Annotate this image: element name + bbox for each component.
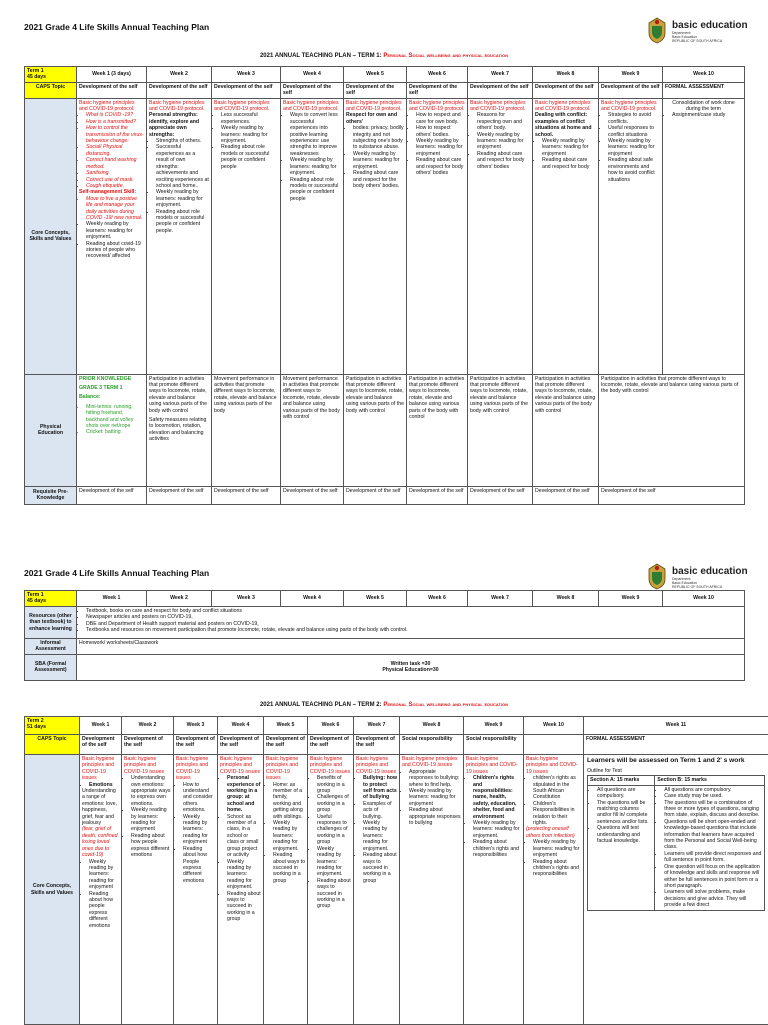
core-cell-w6: Basic hygiene principles and COVID-19 protocol. • How to respect and care for own body. • How to respect others' bodies. • Weekly reading by learners: reading for enjoyment • Reading about care and respect for body others' bodies	[407, 98, 468, 374]
core-cell-w9: Basic hygiene principles and COVID-19 protocol. • Strategies to avoid conflicts. • Useful responses to conflict situations • Weekly reading by learners: reading for enjoyment • Reading about safe environments and how to avoid conflict situations	[599, 98, 663, 374]
week-header: Week 3	[174, 717, 218, 735]
week-header: Week 11	[584, 717, 768, 735]
doc-title: 2021 Grade 4 Life Skills Annual Teaching Plan	[24, 22, 209, 32]
core-cell-w3: Basic hygiene principles and COVID-19 protocol. • Less successful experiences. • Weekly reading by learners: reading for enjoyment. • Reading about role models or successful people or confident people	[212, 98, 281, 374]
week-header: Week 7	[354, 717, 400, 735]
req-cell: Development of the self	[599, 486, 745, 504]
dbe-logo	[646, 16, 750, 44]
logo-sub: Department: Basic Education REPUBLIC OF SOUTH AFRICA	[672, 31, 722, 43]
coat-of-arms-icon	[646, 562, 668, 590]
week-header: Week 5	[344, 591, 407, 607]
core-label: Core Concepts, Skills and Values	[25, 98, 77, 374]
week-header: Week 10	[663, 67, 745, 83]
pe-cell-w2: Participation in activities that promote different ways to locomote, rotate, elevate and balance using various parts of the body with control Safety measures relating to locomotion, rotation, elevation and balancing activities	[147, 374, 212, 486]
caps-cell: Development of the self	[344, 82, 407, 98]
week-header: Week 8	[533, 67, 599, 83]
req-cell: Development of the self	[533, 486, 599, 504]
caps-cell: FORMAL ASSESSMENT	[663, 82, 745, 98]
week-header: Week 8	[533, 591, 599, 607]
caps-cell: Development of the self	[212, 82, 281, 98]
informal-label: Informal Assessment	[25, 638, 77, 654]
logo-sub: Department: Basic Education REPUBLIC OF SOUTH AFRICA	[672, 577, 722, 589]
caps-cell: Development of the self	[122, 735, 174, 755]
t2-core-w4: Basic hygiene principles and COVID-19 issues • Personal experience of working in a group: at school and home. • School: as member of a class, in a school or class or small group project or activity • Weekly reading by learners: reading for enjoyment. • Reading about ways to succeed in working in a group	[218, 755, 264, 1025]
t2-core-w11: Learners will be assessed on Term 1 and 2' s work Outline for Test Section A: 15 marks Section B: 15 marks • All questions are compulsory. • The questions will be matching columns and/or fill in/ complete sentences and/or lists. • Questions will test understanding and factual knowledge. • All questions are compulsory. • Case study may be used. • The questions will be a combination of three or more types of questions, ranging from state, explain, discuss and describe. • Questions will be short open-ended and knowledge-based questions that include information that learners have acquired from the Personal and Social Well-being class. • Learners will provide direct responses and full sentence in point form. • One question will focus on the application of knowledge and skills and response will either be full sentences in point form or a short paragraph. • Learners will solve problems, make decisions and give advice. They will provide a few direct	[584, 755, 768, 1025]
test-outline-table	[587, 775, 765, 910]
dbe-logo	[646, 562, 750, 590]
core-cell-w7: Basic hygiene principles and COVID-19 protocol. • Reasons for respecting own and others' body. • Weekly reading by learners: reading for enjoyment • Reading about care and respect for body others' bodies	[468, 98, 533, 374]
week-header: Week 4	[281, 67, 344, 83]
sba-label: SBA (Formal Assessment)	[25, 654, 77, 680]
week-header: Week 6	[308, 717, 354, 735]
req-cell: Development of the self	[212, 486, 281, 504]
caps-cell: Social responsibility	[464, 735, 524, 755]
caps-cell: Development of the self	[533, 82, 599, 98]
doc-title: 2021 Grade 4 Life Skills Annual Teaching Plan	[24, 568, 209, 578]
week-header: Week 9	[464, 717, 524, 735]
caps-cell: Development of the self	[354, 735, 400, 755]
pe-cell-w3: Movement performance in activities that promote different ways to locomote, rotate, elevate and balance using various parts of the body	[212, 374, 281, 486]
t2-core-w3: Basic hygiene principles and COVID-19 issues • How to understand and consider others emotions. • Weekly reading by learners: reading for enjoyment • Reading about how People express different emotions	[174, 755, 218, 1025]
week-header: Week 2	[147, 67, 212, 83]
core-cell-w4: Basic hygiene principles and COVID-19 protocol. • Ways to convert less successful experiences into positive learning experiences: use strengths to improve weaknesses • Weekly reading by learners: reading for enjoyment. • Reading about role models or successful people or confident people	[281, 98, 344, 374]
resources-label: Resources (other than textbook) to enhance learning	[25, 606, 77, 638]
pe-cell-w1: PRIOR KNOWLEDGE GRADE 3 TERM 1 Balance: • Mini-tennis: running, hitting forehand, backhand and volley shots over net/rope • Cricket: batting	[77, 374, 147, 486]
week-header: Week 1	[80, 717, 122, 735]
caps-cell: Development of the self	[599, 82, 663, 98]
week-header: Week 9	[599, 591, 663, 607]
term-label: Term 1 45 days	[25, 67, 77, 83]
pe-cell-w8: Participation in activities that promote different ways to locomote, rotate, elevate and balance using various parts of the body with control	[533, 374, 599, 486]
caps-cell: Development of the self	[281, 82, 344, 98]
req-cell: Development of the self	[407, 486, 468, 504]
page-term2	[0, 545, 768, 1024]
term2-plan-title: 2021 ANNUAL TEACHING PLAN – TERM 2: Personal Social wellbeing and physical education	[0, 702, 768, 708]
caps-cell: FORMAL ASSESSMENT	[584, 735, 768, 755]
core-cell-w8: Basic hygiene principles and COVID-19 protocol. Dealing with conflict: examples of conflict situations at home and school. • Weekly reading by learners: reading for enjoyment • Reading about care and respect for body	[533, 98, 599, 374]
term1-table	[24, 66, 745, 505]
caps-cell: Development of the self	[80, 735, 122, 755]
week-header: Week 2	[147, 591, 212, 607]
t2-core-w8: Basic hygiene principles and COVID-19 issues • Appropriate responses to bullying: where to find help. • Weekly reading by learners: reading for enjoyment • Reading about appropriate responses to bullying	[400, 755, 464, 1025]
week-header: Week 1	[77, 591, 147, 607]
term2-table	[24, 716, 768, 1025]
section-b-head: Section B: 15 marks	[655, 776, 765, 785]
week-header: Week 5	[344, 67, 407, 83]
core-label: Core Concepts, Skills and Values	[25, 755, 80, 1025]
t2-core-w7: Basic hygiene principles and COVID-19 issues • Bullying: how to protect self from acts of bullying • Examples of acts of bullying. • Weekly reading by learners: reading for enjoyment. • Reading about ways to succeed in working in a group	[354, 755, 400, 1025]
section-b-items: • All questions are compulsory. • Case study may be used. • The questions will be a combination of three or more types of questions, ranging from state, explain, discuss and describe. • Questions will be short open-ended and knowledge-based questions that include information that learners have acquired from the Personal and Social Well-being class. • Learners will provide direct responses and full sentence in point form. • One question will focus on the application of knowledge and skills and response will either be full sentences in point form or a short paragraph. • Learners will solve problems, make decisions and give advice. They will provide a few direct	[655, 785, 765, 910]
caps-cell: Development of the self	[264, 735, 308, 755]
logo-brand: basic education	[672, 566, 748, 577]
pe-label: Physical Education	[25, 374, 77, 486]
term1-resources-table	[24, 590, 745, 681]
pe-cell-w5: Participation in activities that promote different ways to locomote, rotate, elevate and balance using various parts of the body with control	[344, 374, 407, 486]
pe-cell-w9-10: Participation in activities that promote different ways to locomote, rotate, elevate and balance using various parts of the body with control	[599, 374, 745, 486]
caps-cell: Social responsibility	[400, 735, 464, 755]
core-cell-w1: Basic hygiene principles and COVID-19 protocol. • What is COVID -19? • How is a transmitted? • How to control the transmission of the virus- behaviour change: • Social/ Physical distancing. • Correct hand washing method. • Sanitising. • Correct use of mask. • Cough etiquette, Self-management Skill: • Move to live a positive life and manage your daily activities during COVID -19/ new normal. • Weekly reading by learners: reading for enjoyment. • Reading about covid-19 stories of people who recovered/ affected	[77, 98, 147, 374]
caps-cell: Development of the self	[407, 82, 468, 98]
week-header: Week 10	[524, 717, 584, 735]
caps-cell: Development of the self	[468, 82, 533, 98]
req-cell: Development of the self	[77, 486, 147, 504]
t2-core-w5: Basic hygiene principles and COVID-19 issues • Home: as member of a family, working and getting along with siblings. • Weekly reading by learners: reading for enjoyment. • Reading about ways to succeed in working in a group	[264, 755, 308, 1025]
t2-core-w10: Basic hygiene principles and COVID-19 issues • children's rights as stipulated in the South African Constitution • Children's Responsibilities in relation to their rights. (protecting oneself others from infection) • Weekly reading by learners: reading for enjoyment • Reading about children's rights and responsibilities	[524, 755, 584, 1025]
term-label: Term 1 45 days	[25, 591, 77, 607]
informal-cell: Homework/ worksheets/Classwork	[77, 638, 745, 654]
t2-core-w2: Basic hygiene principles and COVID-19 issues • Understanding own emotions: appropriate ways to express own emotions. • Weekly reading by learners: reading for enjoyment • Reading about how people express different emotions	[122, 755, 174, 1025]
week-header: Week 5	[264, 717, 308, 735]
week-header: Week 8	[400, 717, 464, 735]
pe-cell-w7: Participation in activities that promote different ways to locomote, rotate, elevate and balance using various parts of the body with control	[468, 374, 533, 486]
week-header: Week 7	[468, 67, 533, 83]
t2-core-w1: Basic hygiene principles and COVID-19 issues • Emotions Understanding a range of emotions: love, happiness, grief, fear and jealousy (fear, grief of death, confined losing loved ones due to covid-19) • Weekly reading by learners: reading for enjoyment • Reading about how people express different emotions	[80, 755, 122, 1025]
week-header: Week 10	[663, 591, 745, 607]
caps-cell	[524, 735, 584, 755]
pe-cell-w4: Movement performance in activities that promote different ways to locomote, rotate, elevate and balance using various parts of the body with control	[281, 374, 344, 486]
week-header: Week 2	[122, 717, 174, 735]
caps-label: CAPS Topic	[25, 735, 80, 755]
week-header: Week 4	[281, 591, 344, 607]
caps-label: CAPS Topic	[25, 82, 77, 98]
week-header: Week 4	[218, 717, 264, 735]
section-a-items: • All questions are compulsory. • The questions will be matching columns and/or fill in/ complete sentences and/or lists. • Questions will test understanding and factual knowledge.	[588, 785, 655, 910]
core-cell-w10: Consolidation of work done during the term • Assignment/case study	[663, 98, 745, 374]
week-header: Week 6	[407, 67, 468, 83]
section-a-head: Section A: 15 marks	[588, 776, 655, 785]
req-label: Requisite Pre-Knowledge	[25, 486, 77, 504]
caps-cell: Development of the self	[308, 735, 354, 755]
t2-core-w6: Basic hygiene principles and COVID-19 issues • Benefits of working in a group • Challenges of working in a group • Useful responses to challenges of working in a group • Weekly reading by learners: reading for enjoyment. • Reading about ways to succeed in working in a group	[308, 755, 354, 1025]
week-header: Week 7	[468, 591, 533, 607]
caps-cell: Development of the self	[218, 735, 264, 755]
term-label: Term 2 51 days	[25, 717, 80, 735]
req-cell: Development of the self	[344, 486, 407, 504]
core-cell-w2: Basic hygiene principles and COVID-19 protocol. Personal strengths: identify, explore and appreciate own strengths: • Strengths of others. • Successful experiences as a result of own strengths: achievements and exciting experiences at school and home.. • Weekly reading by learners: reading for enjoyment. • Reading about role models or successful people or confident people.	[147, 98, 212, 374]
week-header: Week 9	[599, 67, 663, 83]
req-cell: Development of the self	[281, 486, 344, 504]
caps-cell: Development of the self	[77, 82, 147, 98]
week-header: Week 3	[212, 591, 281, 607]
req-cell: Development of the self	[147, 486, 212, 504]
week-header: Week 1 (3 days)	[77, 67, 147, 83]
t2-core-w9: Basic hygiene principles and COVID-19 issues • Children's rights and responsibilities: name, health, safety, education, shelter, food and environment • Weekly reading by learners: reading for enjoyment. • Reading about children's rights and responsibilities	[464, 755, 524, 1025]
week-header: Week 3	[212, 67, 281, 83]
core-cell-w5: Basic hygiene principles and COVID-19 protocol. Respect for own and others' • bodies: privacy, bodily integrity and not subjecting one's body to substance abuse. • Weekly reading by learners: reading for enjoyment. • Reading about care and respect for the body others' bodies.	[344, 98, 407, 374]
pe-cell-w6: Participation in activities that promote different ways to locomote, rotate, elevate and balance using various parts of the body with control	[407, 374, 468, 486]
caps-cell: Development of the self	[147, 82, 212, 98]
req-cell: Development of the self	[468, 486, 533, 504]
resources-cell: • Textbook, books on care and respect for body and conflict situations • Newspaper articles and posters on COVID-19, • DBE and Department of Health support material and posters on COVID-19, • Textbooks and resources on movement participation that promote locomote, rotate, elevate and balance using parts of the body with control.	[77, 606, 745, 638]
logo-brand: basic education	[672, 20, 748, 31]
sba-cell: Written task =30 Physical Education=30	[77, 654, 745, 680]
caps-cell: Development of the self	[174, 735, 218, 755]
coat-of-arms-icon	[646, 16, 668, 44]
week-header: Week 6	[407, 591, 468, 607]
term1-plan-title: 2021 ANNUAL TEACHING PLAN – TERM 1: Personal Social wellbeing and physical education	[0, 53, 768, 59]
